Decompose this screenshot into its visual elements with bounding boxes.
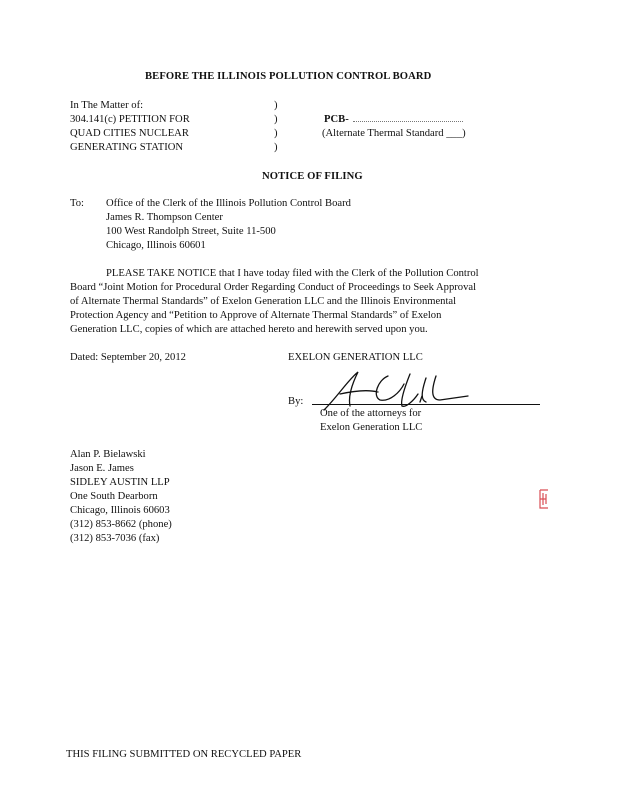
caption-paren: ) <box>274 128 278 139</box>
body-line: Generation LLC, copies of which are attached hereto and herewith served upon you. <box>70 324 428 335</box>
counsel-line: Chicago, Illinois 60603 <box>70 505 170 516</box>
signature-caption: Exelon Generation LLC <box>320 422 423 433</box>
addressee-line: 100 West Randolph Street, Suite 11-500 <box>106 226 276 237</box>
dated: Dated: September 20, 2012 <box>70 352 186 363</box>
caption-paren: ) <box>274 114 278 125</box>
counsel-line: Alan P. Bielawski <box>70 449 146 460</box>
page-title: BEFORE THE ILLINOIS POLLUTION CONTROL BOARD <box>145 71 432 82</box>
counsel-line: SIDLEY AUSTIN LLP <box>70 477 170 488</box>
caption-line: QUAD CITIES NUCLEAR <box>70 128 189 139</box>
notice-title: NOTICE OF FILING <box>262 171 363 182</box>
caption-line: GENERATING STATION <box>70 142 184 153</box>
to-label: To: <box>70 198 84 209</box>
addressee-line: Office of the Clerk of the Illinois Pollution Control Board <box>106 198 351 209</box>
addressee-line: James R. Thompson Center <box>106 212 223 223</box>
case-number-blank <box>353 121 463 122</box>
body-line: Board “Joint Motion for Procedural Order Regarding Conduct of Proceedings to Seek Approval <box>70 282 477 293</box>
clerk-stamp-mark <box>538 488 550 510</box>
caption-line: In The Matter of: <box>70 100 144 111</box>
counsel-line: (312) 853-7036 (fax) <box>70 533 160 544</box>
body-line: PLEASE TAKE NOTICE that I have today filed with the Clerk of the Pollution Control <box>106 268 479 279</box>
footer-note: THIS FILING SUBMITTED ON RECYCLED PAPER <box>66 749 302 760</box>
caption-line: 304.141(c) PETITION FOR <box>70 114 190 125</box>
case-number-label: PCB- <box>324 114 349 125</box>
counsel-line: (312) 853-8662 (phone) <box>70 519 172 530</box>
counsel-line: One South Dearborn <box>70 491 158 502</box>
company-name: EXELON GENERATION LLC <box>288 352 423 363</box>
case-number <box>324 113 463 127</box>
body-line: of Alternate Thermal Standards” of Exelon Generation LLC and the Illinois Environmental <box>70 296 457 307</box>
signature-caption: One of the attorneys for <box>320 408 422 419</box>
addressee-line: Chicago, Illinois 60601 <box>106 240 206 251</box>
caption-paren: ) <box>274 100 278 111</box>
caption-paren: ) <box>274 142 278 153</box>
by-label: By: <box>288 396 304 407</box>
counsel-line: Jason E. James <box>70 463 134 474</box>
body-line: Protection Agency and “Petition to Approve of Alternate Thermal Standards” of Exelon <box>70 310 442 321</box>
case-type: (Alternate Thermal Standard ___) <box>322 128 466 139</box>
